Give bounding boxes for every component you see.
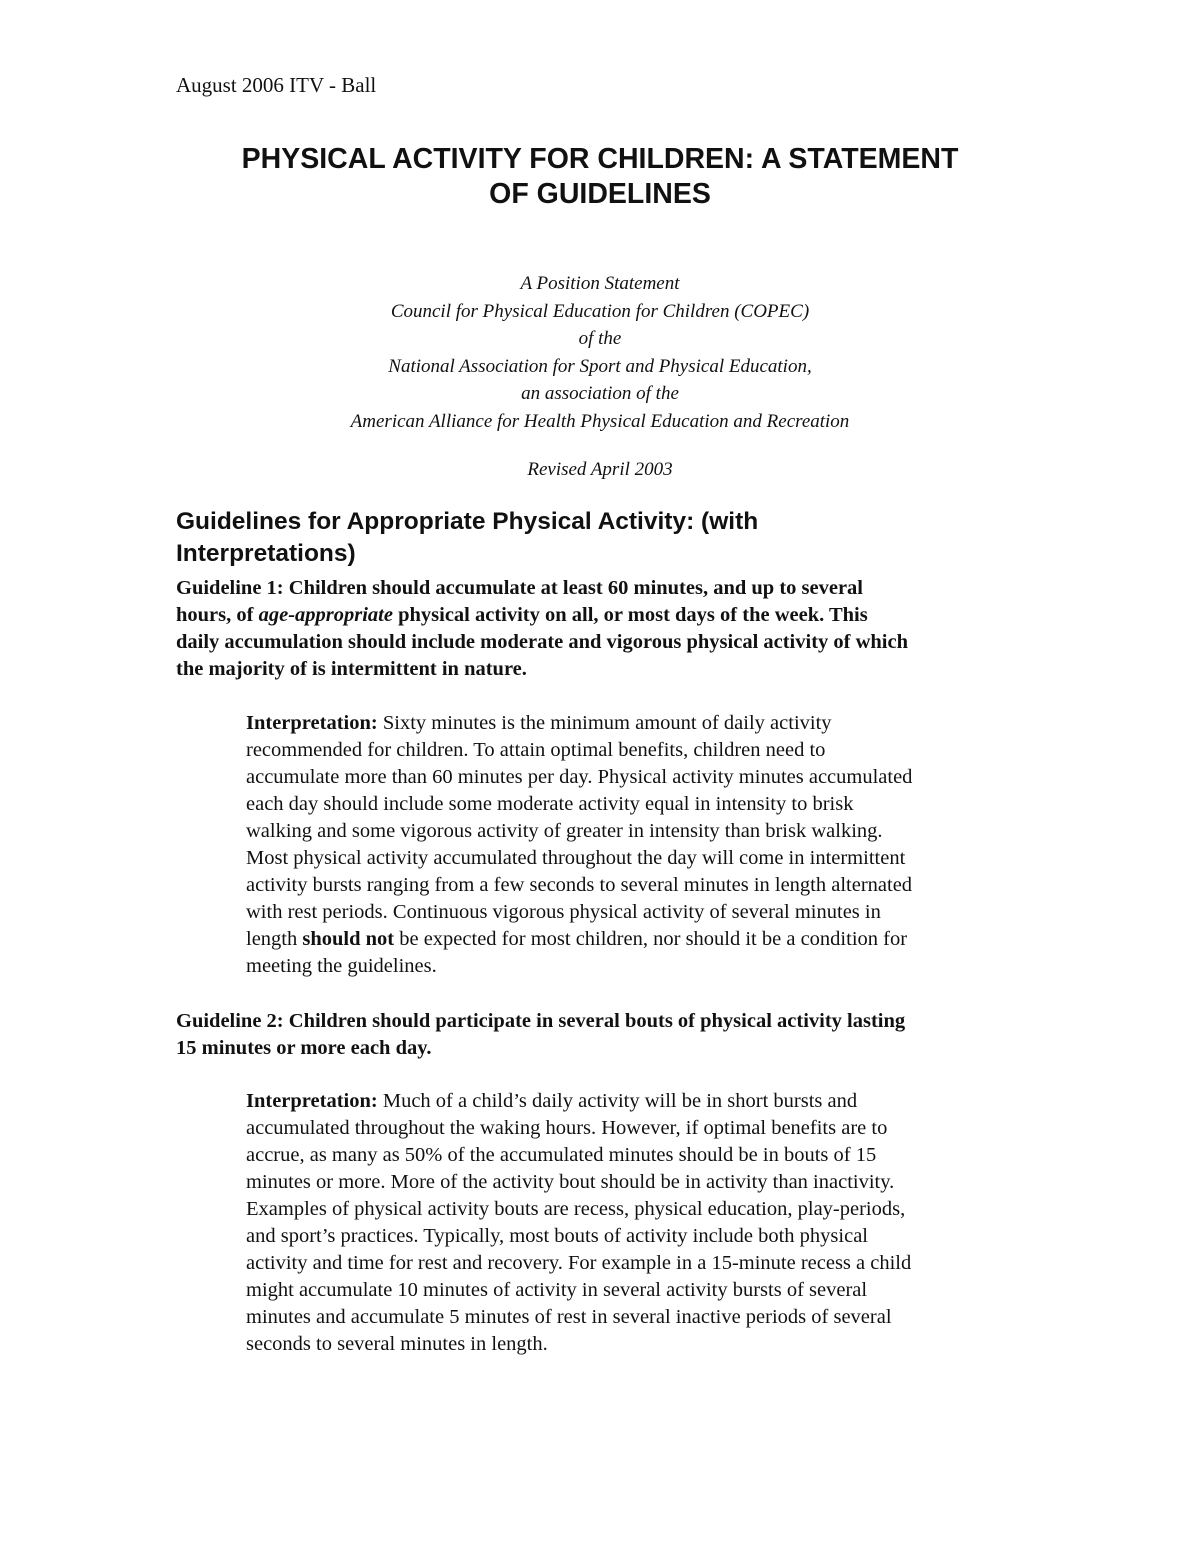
section-heading-line-1: Guidelines for Appropriate Physical Activity: (with: [176, 508, 759, 535]
interpretation-1-label: Interpretation:: [246, 712, 378, 734]
interpretation-2-label: Interpretation:: [246, 1090, 378, 1112]
interpretation-1-line-7: activity bursts ranging from a few seconds to several minutes in length alternated: [246, 874, 913, 896]
interpretation-1-line-9: [246, 926, 912, 953]
interpretation-2-line-10: seconds to several minutes in length.: [246, 1333, 548, 1355]
title-line-1: PHYSICAL ACTIVITY FOR CHILDREN: A STATEMENT: [241, 143, 959, 175]
interpretation-2: [246, 1088, 911, 1358]
subtitle-line-1: A Position Statement: [520, 273, 680, 294]
interpretation-1-line-10: meeting the guidelines.: [246, 955, 437, 977]
section-heading: [176, 506, 758, 570]
interpretation-2-line-9: minutes and accumulate 5 minutes of rest in several inactive periods of several: [246, 1306, 892, 1328]
interpretation-1-should-not: should not: [302, 928, 395, 950]
guideline-2: [176, 1008, 905, 1062]
interpretation-2-line-1-rest: Much of a child’s daily activity will be in short bursts and: [377, 1090, 858, 1112]
revised-date: Revised April 2003: [527, 459, 673, 480]
interpretation-2-line-6: and sport’s practices. Typically, most bouts of activity include both physical: [246, 1225, 868, 1247]
guideline-1-line-3: daily accumulation should include moderate and vigorous physical activity of which: [176, 631, 909, 653]
guideline-1-line-2-before: hours, of: [176, 604, 259, 626]
position-statement-block: [150, 270, 1050, 435]
interpretation-2-line-4: minutes or more. More of the activity bout should be in activity than inactivity.: [246, 1171, 895, 1193]
interpretation-1-line-1-rest: Sixty minutes is the minimum amount of daily activity: [377, 712, 832, 734]
interpretation-1-line-9-after: be expected for most children, nor should it be a condition for: [394, 928, 908, 950]
interpretation-1-line-1: [246, 710, 912, 737]
interpretation-1-line-6: Most physical activity accumulated throughout the day will come in intermittent: [246, 847, 906, 869]
subtitle-line-5: an association of the: [521, 383, 679, 404]
interpretation-2-line-7: activity and time for rest and recovery. For example in a 15-minute recess a child: [246, 1252, 912, 1274]
document-title: [150, 142, 1050, 212]
interpretation-1-line-9-before: length: [246, 928, 303, 950]
interpretation-1-line-4: each day should include some moderate activity equal in intensity to brisk: [246, 793, 854, 815]
interpretation-1-line-2: recommended for children. To attain optimal benefits, children need to: [246, 739, 826, 761]
section-heading-line-2: Interpretations): [176, 540, 356, 567]
subtitle-line-2: Council for Physical Education for Children (COPEC): [390, 300, 810, 322]
subtitle-line-6: American Alliance for Health Physical Education and Recreation: [350, 410, 850, 432]
guideline-1-line-2: [176, 602, 908, 629]
interpretation-1: [246, 710, 912, 980]
interpretation-2-line-3: accrue, as many as 50% of the accumulated minutes should be in bouts of 15: [246, 1144, 877, 1166]
subtitle-line-3: of the: [578, 328, 622, 349]
subtitle-line-4: National Association for Sport and Physical Education,: [388, 355, 812, 377]
guideline-2-line-1: Guideline 2: Children should participate in several bouts of physical activity lasting: [176, 1010, 906, 1032]
guideline-1-line-4: the majority of is intermittent in nature.: [176, 658, 527, 680]
running-head: August 2006 ITV - Ball: [176, 73, 377, 97]
guideline-1-emphasis: age-appropriate: [258, 604, 393, 626]
guideline-1: [176, 575, 908, 683]
interpretation-1-line-8: with rest periods. Continuous vigorous physical activity of several minutes in: [246, 901, 881, 923]
interpretation-2-line-1: [246, 1088, 911, 1115]
title-line-2: OF GUIDELINES: [489, 178, 711, 210]
guideline-1-line-2-after: physical activity on all, or most days of the week. This: [392, 604, 868, 626]
interpretation-2-line-2: accumulated throughout the waking hours. However, if optimal benefits are to: [246, 1117, 888, 1139]
interpretation-1-line-3: accumulate more than 60 minutes per day. Physical activity minutes accumulated: [246, 766, 913, 788]
interpretation-2-line-5: Examples of physical activity bouts are recess, physical education, play-periods,: [246, 1198, 906, 1220]
interpretation-2-line-8: might accumulate 10 minutes of activity in several activity bursts of several: [246, 1279, 868, 1301]
guideline-1-line-1: Guideline 1: Children should accumulate at least 60 minutes, and up to several: [176, 577, 863, 599]
guideline-2-line-2: 15 minutes or more each day.: [176, 1037, 432, 1059]
interpretation-1-line-5: walking and some vigorous activity of greater in intensity than brisk walking.: [246, 820, 883, 842]
